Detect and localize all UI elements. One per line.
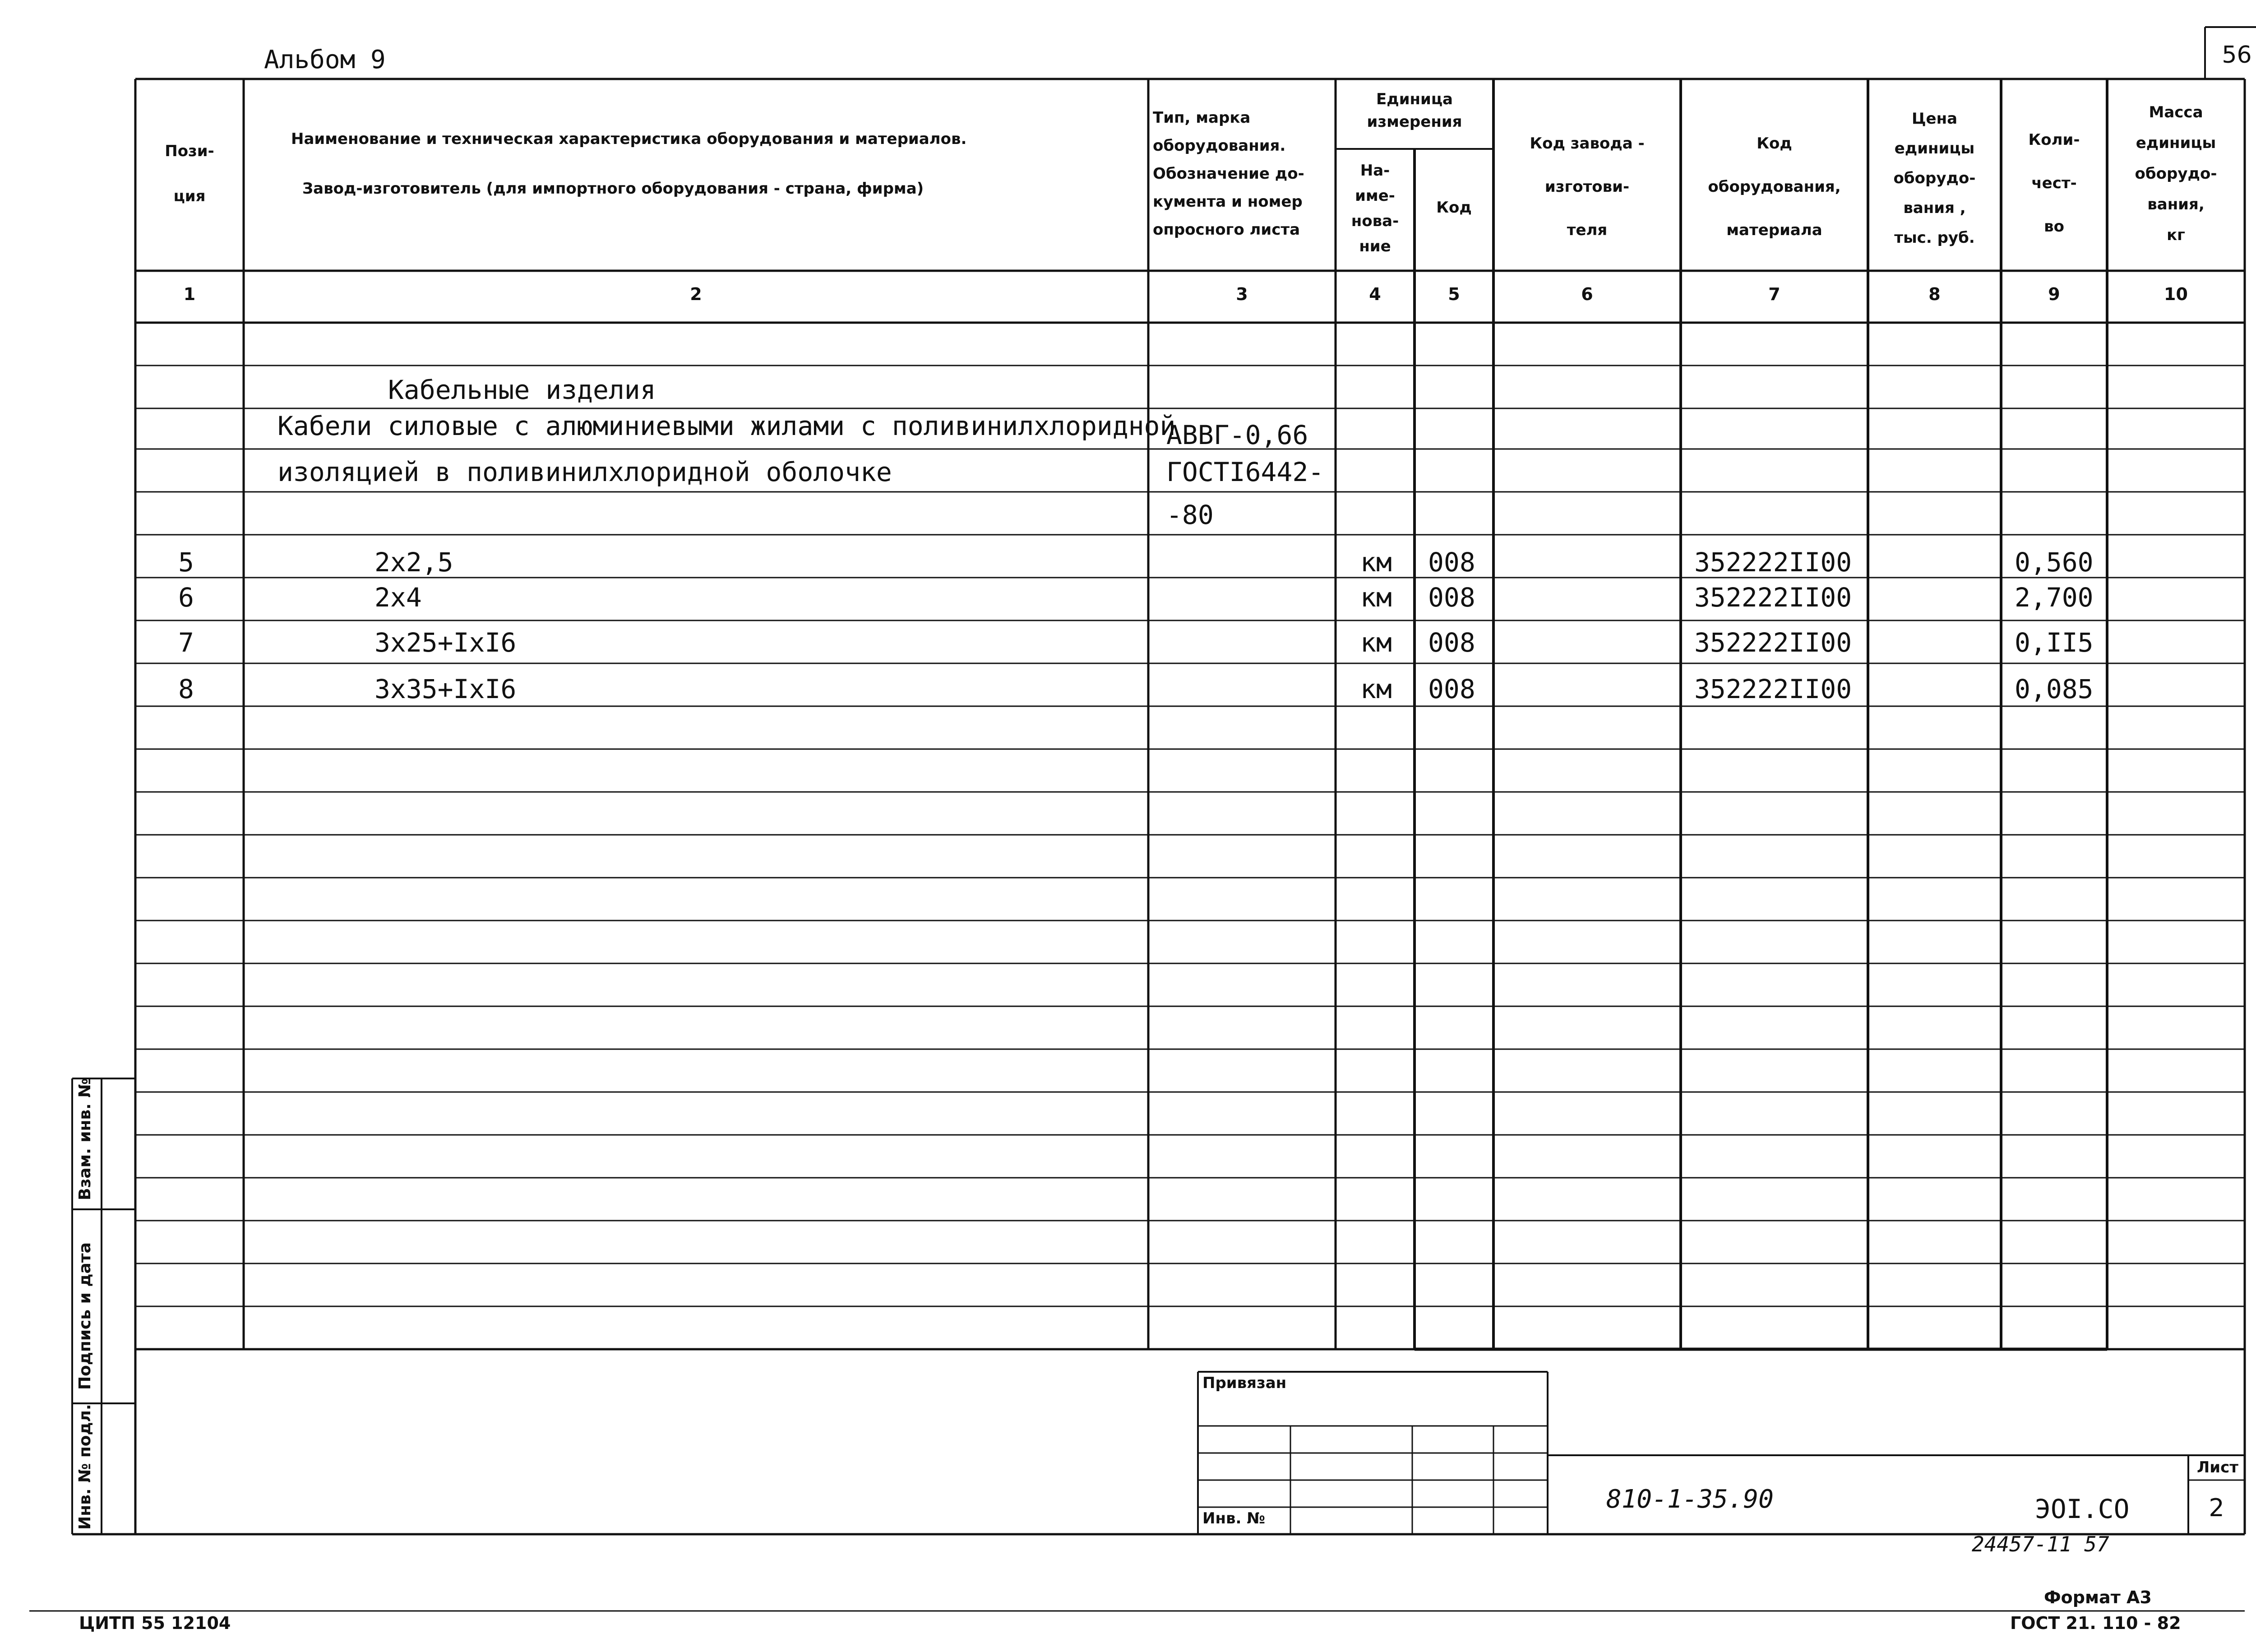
inv-number-label: Инв. № [1202, 1509, 1266, 1527]
footer-format: Формат A3 [2044, 1587, 2152, 1607]
type-mark-line-1: АВВГ-0,66 [1166, 420, 1308, 450]
privyazan-label: Привязан [1202, 1374, 1287, 1392]
header-material-code: Код оборудования, материала [1708, 134, 1841, 239]
row-unit: км [1360, 582, 1392, 613]
row-unit: км [1360, 627, 1392, 658]
row-quantity: 0,560 [2015, 547, 2094, 578]
column-number: 8 [1928, 284, 1941, 304]
row-quantity: 0,085 [2015, 674, 2094, 704]
row-quantity: 0,II5 [2015, 627, 2094, 658]
description-line-1: Кабели силовые с алюминиевыми жилами с поливинилхлоридной [277, 411, 1176, 441]
column-number: 10 [2164, 284, 2188, 304]
column-number: 7 [1768, 284, 1780, 304]
sheet-code: ЭОI.CO [2035, 1494, 2130, 1524]
column-number: 5 [1448, 284, 1460, 304]
sheet-number: 2 [2209, 1494, 2224, 1522]
column-number: 3 [1236, 284, 1248, 304]
row-position: 5 [178, 547, 194, 578]
column-number: 4 [1369, 284, 1381, 304]
header-name-line1: Наименование и техническая характеристика оборудования и материалов. [291, 130, 967, 148]
stamp-sign-date: Подпись и дата [76, 1242, 94, 1390]
header-unit-group: Единица измерения [1367, 90, 1462, 131]
stamp-replace-inv: Взам. инв. № [76, 1078, 94, 1200]
row-position: 8 [178, 674, 194, 704]
row-unit-code: 008 [1428, 627, 1475, 658]
column-number: 9 [2048, 284, 2060, 304]
row-material-code: 352222II00 [1694, 674, 1852, 704]
document-code: 810-1-35.90 [1606, 1485, 1774, 1514]
row-name: 2x2,5 [374, 547, 453, 578]
row-name: 3x25+IxI6 [374, 627, 517, 658]
row-unit: км [1360, 547, 1392, 578]
header-name-line2: Завод-изготовитель (для импортного оборудования - страна, фирма) [302, 180, 924, 198]
archive-number: 24457-11 57 [1972, 1532, 2109, 1556]
description-line-2: изоляцией в поливинилхлоридной оболочке [277, 457, 892, 487]
header-unit-name: На- име- нова- ние [1351, 162, 1399, 255]
footer-citp: ЦИТП 55 12104 [79, 1613, 231, 1633]
row-unit-code: 008 [1428, 674, 1475, 704]
row-position: 6 [178, 582, 194, 613]
column-number: 2 [690, 284, 702, 304]
page-number: 56 [2222, 42, 2252, 69]
row-material-code: 352222II00 [1694, 627, 1852, 658]
section-title: Кабельные изделия [388, 375, 656, 405]
row-unit: км [1360, 674, 1392, 704]
type-mark-line-3: -80 [1166, 500, 1214, 530]
header-unit-mass: Масса единицы оборудо- вания, кг [2135, 103, 2217, 244]
row-name: 3x35+IxI6 [374, 674, 517, 704]
row-material-code: 352222II00 [1694, 582, 1852, 613]
column-number: 6 [1581, 284, 1593, 304]
row-unit-code: 008 [1428, 582, 1475, 613]
header-unit-code: Код [1436, 199, 1472, 217]
row-unit-code: 008 [1428, 547, 1475, 578]
footer-gost: ГОСТ 21. 110 - 82 [2010, 1613, 2181, 1633]
row-position: 7 [178, 627, 194, 658]
header-quantity: Коли- чест- во [2028, 131, 2080, 236]
row-quantity: 2,700 [2015, 582, 2094, 613]
row-material-code: 352222II00 [1694, 547, 1852, 578]
column-number: 1 [183, 284, 196, 304]
header-type-mark: Тип, марка оборудования. Обозначение до- кумента и номер опросного листа [1153, 109, 1304, 239]
album-label: Альбом 9 [264, 45, 386, 74]
header-position: Пози- ция [165, 142, 214, 205]
header-plant-code: Код завода - изготови- теля [1530, 134, 1645, 239]
header-unit-price: Цена единицы оборудо- вания , тыс. руб. [1893, 110, 1976, 247]
stamp-inv-original: Инв. № подл. [76, 1404, 94, 1530]
sheet-label: Лист [2197, 1458, 2238, 1476]
row-name: 2x4 [374, 582, 422, 613]
type-mark-line-2: ГОСТI6442- [1166, 457, 1324, 487]
